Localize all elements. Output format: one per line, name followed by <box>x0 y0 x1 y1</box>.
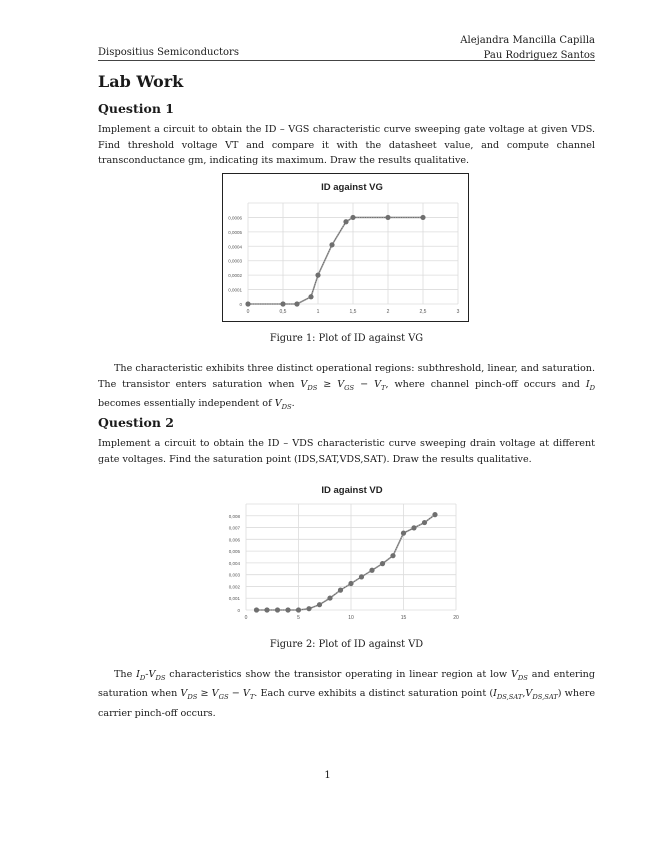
page-number: 1 <box>324 770 331 781</box>
data-point <box>350 215 355 220</box>
series-line <box>257 515 436 610</box>
data-point <box>329 242 334 247</box>
chart-id-vs-vd <box>222 476 469 628</box>
series-line-dotted <box>257 515 436 610</box>
data-point <box>275 607 280 612</box>
data-point <box>245 301 250 306</box>
chart-title: ID against VD <box>321 485 383 496</box>
running-header-authors <box>460 33 595 63</box>
figure-2-caption: Figure 2: Plot of ID against VD <box>269 639 424 650</box>
x-tick-label: 1,5 <box>349 309 357 315</box>
y-tick-label: 0 <box>237 608 240 613</box>
data-point <box>294 301 299 306</box>
x-tick-label: 2,5 <box>419 309 427 315</box>
figure-1-caption: Figure 1: Plot of ID against VG <box>269 333 424 344</box>
x-tick-label: 5 <box>297 615 300 621</box>
data-point <box>369 568 374 573</box>
y-tick-label: 0,0003 <box>228 258 242 264</box>
data-point <box>280 301 285 306</box>
y-tick-label: 0,0004 <box>228 244 242 250</box>
data-point <box>390 553 395 558</box>
question-1-text: Implement a circuit to obtain the ID – VGS characteristic curve sweeping gate voltage at given VDS. Find threshold voltage VT and compare it with the datasheet value, and compute channel transconductance gm, indicating its maximum. Draw the results qualitative. <box>98 124 595 166</box>
data-point <box>306 606 311 611</box>
section-title: Lab Work <box>98 72 184 91</box>
figure-2 <box>222 476 469 628</box>
data-point <box>285 607 290 612</box>
y-tick-label: 0,004 <box>228 560 240 566</box>
y-tick-label: 0,0006 <box>228 215 242 221</box>
y-tick-label: 0,002 <box>228 584 240 590</box>
data-point <box>420 215 425 220</box>
question-1-discussion: The characteristic exhibits three distinct operational regions: subthreshold, linear, and saturation. The transistor enters saturation when $V_{DS} \ge V_{GS} - V_T$, where channel pinch-off occurs and $I_D$ becomes essentially independent of $V_{DS}$. <box>98 363 596 411</box>
y-tick-label: 0,0005 <box>228 229 242 235</box>
data-point <box>317 602 322 607</box>
data-point <box>401 531 406 536</box>
x-tick-label: 0 <box>244 615 248 621</box>
y-tick-label: 0 <box>239 302 242 307</box>
y-tick-label: 0,0001 <box>228 287 242 293</box>
data-point <box>348 581 353 586</box>
question-2-text: Implement a circuit to obtain the ID – VDS characteristic curve sweeping drain voltage at different gate voltages. Find the saturation point (IDS,SAT,VDS,SAT). Draw the results qualitative. <box>98 438 595 465</box>
chart-border <box>223 174 469 322</box>
question-1-heading: Question 1 <box>98 101 174 116</box>
data-point <box>338 588 343 593</box>
y-tick-label: 0,003 <box>228 572 240 578</box>
data-point <box>327 595 332 600</box>
x-tick-label: 0 <box>246 309 250 315</box>
data-point <box>264 607 269 612</box>
y-tick-label: 0,008 <box>228 513 240 519</box>
data-point <box>411 525 416 530</box>
author-name: Pau Rodriguez Santos <box>483 50 595 61</box>
data-point <box>359 574 364 579</box>
question-2-heading: Question 2 <box>98 415 174 430</box>
x-tick-label: 1 <box>316 309 320 315</box>
x-tick-label: 20 <box>453 615 459 621</box>
chart-id-vs-vg <box>222 173 469 322</box>
data-point <box>254 607 259 612</box>
figure-1 <box>222 173 469 322</box>
data-point <box>432 512 437 517</box>
chart-title: ID against VG <box>321 182 383 193</box>
data-point <box>315 273 320 278</box>
x-tick-label: 0,5 <box>279 309 287 315</box>
x-tick-label: 2 <box>386 309 390 315</box>
x-tick-label: 10 <box>348 615 354 621</box>
y-tick-label: 0,007 <box>228 525 240 531</box>
data-point <box>385 215 390 220</box>
data-point <box>308 294 313 299</box>
data-point <box>422 520 427 525</box>
x-tick-label: 15 <box>400 615 407 621</box>
data-point <box>380 561 385 566</box>
author-name: Alejandra Mancilla Capilla <box>460 35 595 46</box>
y-tick-label: 0,0002 <box>228 273 242 279</box>
data-point <box>343 219 348 224</box>
running-header-course: Dispositius Semiconductors <box>98 47 239 58</box>
data-point <box>296 607 301 612</box>
y-tick-label: 0,005 <box>228 549 240 555</box>
y-tick-label: 0,006 <box>228 537 240 543</box>
header-rule <box>98 60 595 61</box>
y-tick-label: 0,001 <box>228 596 240 602</box>
x-tick-label: 3 <box>456 309 460 315</box>
question-2-discussion: The $I_D-V_{DS}$ characteristics show the transistor operating in linear region at low $V_{DS}$ and entering saturation when $V_{DS} \ge V_{GS} - V_T$. Each curve exhibits a distinct saturation point $(I_{DS,SAT},V_{DS,SAT})$ where carrier pinch-off occurs. <box>98 669 596 719</box>
